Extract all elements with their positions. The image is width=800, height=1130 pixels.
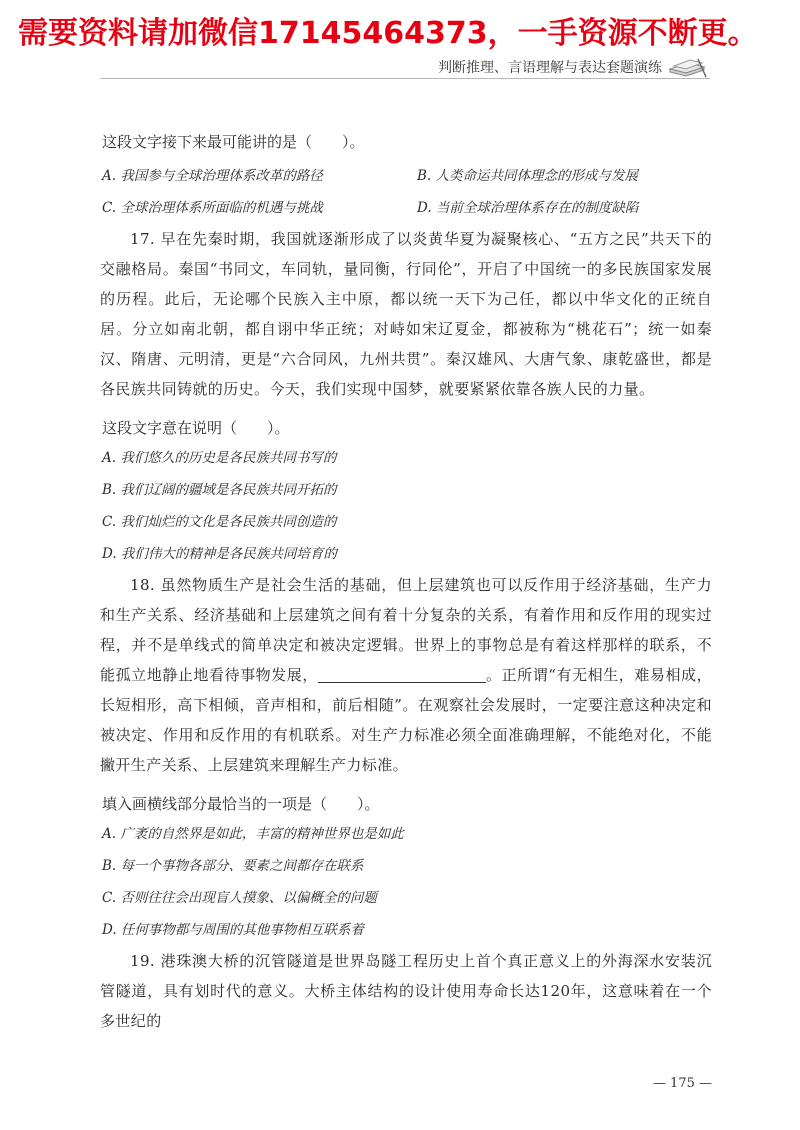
book-stack-icon xyxy=(668,55,708,79)
q16-options xyxy=(100,160,712,224)
q16-option-a: A. 我国参与全球治理体系改革的路径 xyxy=(102,168,323,184)
q19-passage: 19. 港珠澳大桥的沉管隧道是世界岛隧工程历史上首个真正意义上的外海深水安装沉管隧道，具有划时代的意义。大桥主体结构的设计使用寿命长达120年，这意味着在一个多世纪的 xyxy=(100,952,712,1030)
page-number: — 175 — xyxy=(652,1076,712,1091)
q18-fill-blank xyxy=(318,664,486,683)
q18-passage xyxy=(100,570,712,780)
promo-banner: 需要资料请加微信17145464373，一手资源不断更。 xyxy=(18,16,758,51)
page-content xyxy=(100,128,712,1036)
q16-option-b: B. 人类命运共同体理念的形成与发展 xyxy=(417,168,639,184)
q18-stem: 填入画横线部分最恰当的一项是（ ）。 xyxy=(102,795,380,813)
q16-stem: 这段文字接下来最可能讲的是（ ）。 xyxy=(102,133,365,151)
q18-option-b: B. 每一个事物各部分、要素之间都存在联系 xyxy=(102,858,364,874)
q18-option-c: C. 否则往往会出现盲人摸象、以偏概全的问题 xyxy=(102,890,377,906)
q17-passage: 17. 早在先秦时期，我国就逐渐形成了以炎黄华夏为凝聚核心、“五方之民”共天下的交融格局。秦国“书同文，车同轨，量同衡，行同伦”，开启了中国统一的多民族国家发展的历程。此后，无论哪个民族入主中原，都以统一天下为己任，都以中华文化的正统自居。分立如南北朝，都自诩中华正统；对峙如宋辽夏金，都被称为“桃花石”；统一如秦汉、隋唐、元明清，更是“六合同风，九州共贯”。秦汉雄风、大唐气象、康乾盛世，都是各民族共同铸就的历史。今天，我们实现中国梦，就要紧紧依靠各族人民的力量。 xyxy=(100,230,712,398)
q18-option-a: A. 广袤的自然界是如此，丰富的精神世界也是如此 xyxy=(102,826,404,842)
q17-option-a: A. 我们悠久的历史是各民族共同书写的 xyxy=(102,450,337,466)
q16-option-d: D. 当前全球治理体系存在的制度缺陷 xyxy=(417,200,639,216)
running-header-title: 判断推理、言语理解与表达套题演练 xyxy=(438,60,662,76)
header-rule xyxy=(100,78,710,79)
q18-option-d: D. 任何事物都与周围的其他事物相互联系着 xyxy=(102,922,364,938)
q17-option-c: C. 我们灿烂的文化是各民族共同创造的 xyxy=(102,514,337,530)
q17-option-d: D. 我们伟大的精神是各民族共同培育的 xyxy=(102,546,337,562)
q17-option-b: B. 我们辽阔的疆域是各民族共同开拓的 xyxy=(102,482,337,498)
q17-stem: 这段文字意在说明（ ）。 xyxy=(102,419,290,437)
q18-passage-after: 。正所谓“有无相生，难易相成，长短相形，高下相倾，音声相和，前后相随”。在观察社会发展时，一定要注意这种决定和被决定、作用和反作用的有机联系。对生产力标准必须全面准确理解，不能绝对化，不能撇开生产关系、上层建筑来理解生产力标准。 xyxy=(100,666,713,774)
q17-options xyxy=(100,442,712,570)
q18-options xyxy=(100,818,712,946)
q16-option-c: C. 全球治理体系所面临的机遇与挑战 xyxy=(102,200,323,216)
q18-passage-before: 18. 虽然物质生产是社会生活的基础，但上层建筑也可以反作用于经济基础，生产力和生产关系、经济基础和上层建筑之间有着十分复杂的关系，有着作用和反作用的现实过程，并不是单线式的简单决定和被决定逻辑。世界上的事物总是有着这样那样的联系，不能孤立地静止地看待事物发展， xyxy=(100,576,712,684)
